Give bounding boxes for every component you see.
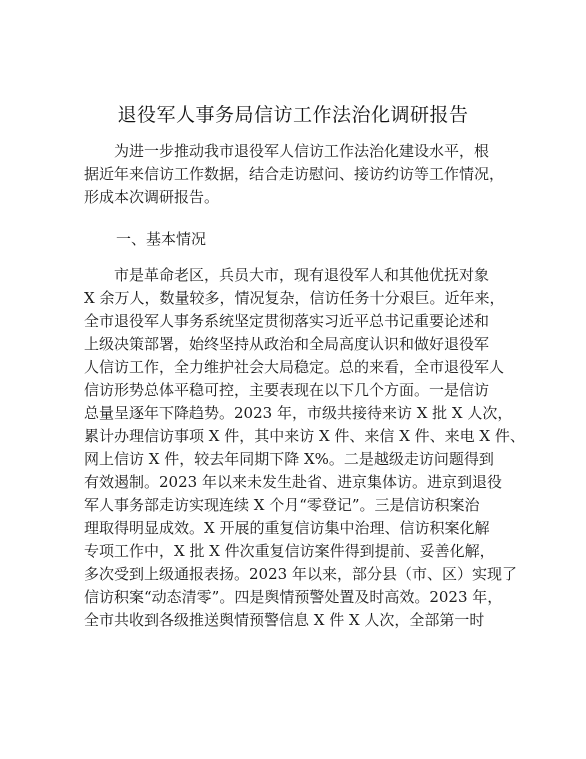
document-title: 退役军人事务局信访工作法治化调研报告 — [117, 104, 469, 126]
paragraph-line: 多次受到上级通报表扬。2023 年以来，部分县（市、区）实现了 — [84, 565, 517, 583]
paragraph-line: 全市退役军人事务系统坚定贯彻落实习近平总书记重要论述和 — [84, 312, 490, 330]
paragraph-line: 累计办理信访事项 X 件，其中来访 X 件、来信 X 件、来电 X 件、 — [84, 427, 525, 445]
paragraph-line: 有效遏制。2023 年以来未发生赴省、进京集体访。进京到退役 — [84, 473, 502, 491]
paragraph-line: 市是革命老区，兵员大市，现有退役军人和其他优抚对象 — [114, 266, 490, 284]
paragraph-line: 军人事务部走访实现连续 X 个月“零登记”。三是信访积案治 — [84, 496, 480, 514]
section-1-paragraph — [84, 264, 525, 632]
paragraph-line: 全市共收到各级推送舆情预警信息 X 件 X 人次，全部第一时 — [84, 611, 485, 629]
intro-line: 形成本次调研报告。 — [84, 188, 220, 206]
paragraph-line: 总量呈逐年下降趋势。2023 年，市级共接待来访 X 批 X 人次， — [84, 404, 513, 422]
paragraph-line: 信访积案“动态清零”。四是舆情预警处置及时高效。2023 年， — [84, 588, 503, 606]
paragraph-line: 专项工作中，X 批 X 件次重复信访案件得到提前、妥善化解， — [84, 542, 495, 560]
paragraph-line: 网上信访 X 件，较去年同期下降 X%。二是越级走访问题得到 — [84, 450, 494, 468]
paragraph-line: X 余万人，数量较多，情况复杂，信访任务十分艰巨。近年来， — [84, 289, 505, 307]
intro-line: 据近年来信访工作数据，结合走访慰问、接访约访等工作情况， — [84, 165, 505, 183]
intro-paragraph — [84, 140, 504, 209]
intro-line: 为进一步推动我市退役军人信访工作法治化建设水平，根 — [114, 142, 490, 160]
section-heading: 一、基本情况 — [116, 230, 207, 248]
paragraph-line: 信访形势总体平稳可控，主要表现在以下几个方面。一是信访 — [84, 381, 490, 399]
paragraph-line: 人信访工作，全力维护社会大局稳定。总的来看，全市退役军人 — [84, 358, 505, 376]
paragraph-line: 理取得明显成效。X 开展的重复信访集中治理、信访积案化解 — [84, 519, 490, 537]
paragraph-line: 上级决策部署，始终坚持从政治和全局高度认识和做好退役军 — [84, 335, 490, 353]
